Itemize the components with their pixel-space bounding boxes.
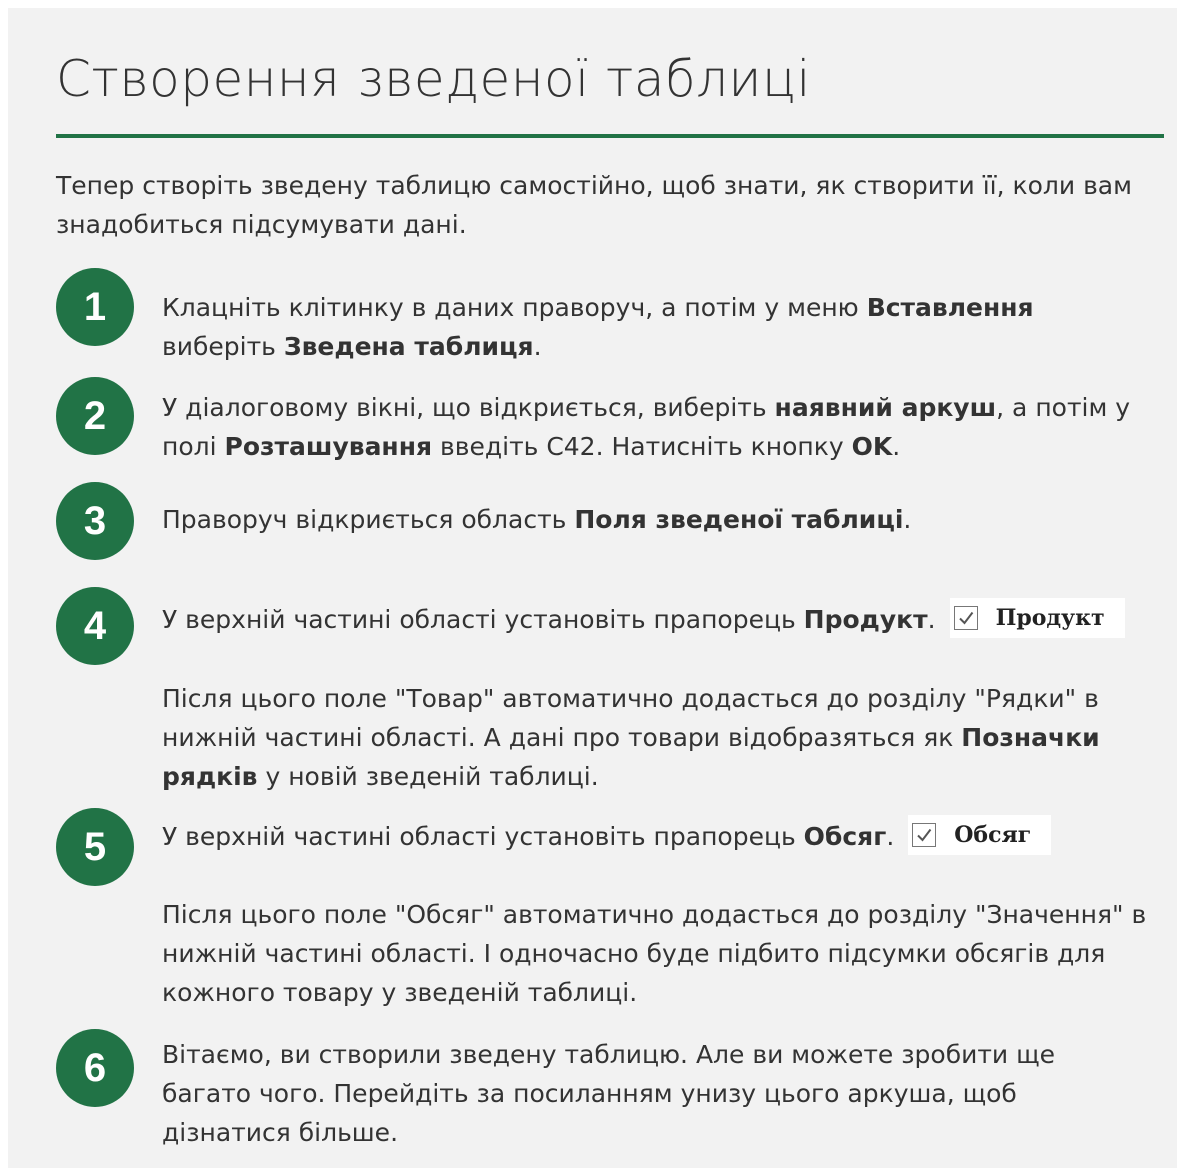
step-5-badge: 5 [56,808,134,886]
step-1-text: Клацніть клітинку в даних праворуч, а потім у меню Вставлення виберіть Зведена таблиця. [162,293,1034,361]
intro-text: Тепер створіть зведену таблицю самостійно, щоб знати, як створити її, коли вам знадобиться підсумувати дані. [56,171,1132,239]
step-5-followup: Після цього поле "Обсяг" автоматично додасться до розділу "Значення" в нижній частині області. І одночасно буде підбито підсумки обсягів для кожного товару у зведеній таблиці. [162,900,1147,1007]
volume-checkbox-sample [908,815,1051,855]
step-3-badge: 3 [56,482,134,560]
step-6-badge: 6 [56,1029,134,1107]
page-title: Створення зведеної таблиці [56,50,811,108]
checkbox-label: Обсяг [954,821,1032,848]
title-underline [56,134,1164,138]
checkbox-label: Продукт [995,604,1105,631]
step-1-badge: 1 [56,268,134,346]
step-2-badge: 2 [56,377,134,455]
step-6-text: Вітаємо, ви створили зведену таблицю. Але ви можете зробити ще багато чого. Перейдіть за посиланням унизу цього аркуша, щоб дізнатися більше. [162,1040,1056,1147]
step-5-text: У верхній частині області установіть прапорець Обсяг. Обсяг [162,817,1152,858]
checkbox-checked-icon [954,606,978,630]
checkbox-checked-icon [912,823,936,847]
product-checkbox-sample [950,598,1125,638]
step-4-text: У верхній частині області установіть прапорець Продукт. Продукт [162,600,1152,641]
step-2-text: У діалоговому вікні, що відкриється, виберіть наявний аркуш, а потім у полі Розташування введіть C42. Натисніть кнопку OK. [162,393,1131,461]
step-3-text: Праворуч відкриється область Поля зведеної таблиці. [162,505,912,534]
step-4-badge: 4 [56,587,134,665]
step-4-followup: Після цього поле "Товар" автоматично додасться до розділу "Рядки" в нижній частині області. А дані про товари відобразяться як Позначки рядків у новій зведеній таблиці. [162,684,1100,791]
